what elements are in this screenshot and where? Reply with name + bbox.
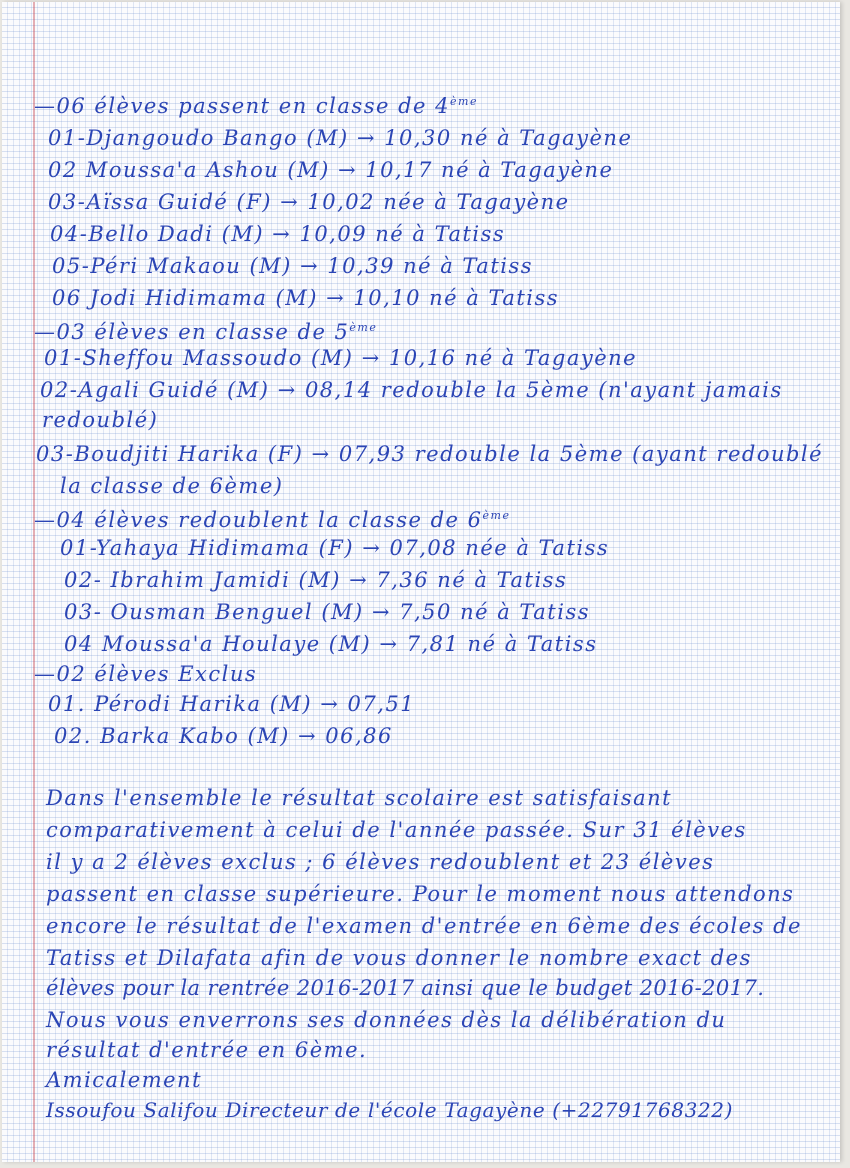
student-row: 06 Jodi Hidimama (M) → 10,10 né à Tatiss [52,286,560,310]
summary-line: Dans l'ensemble le résultat scolaire est satisfaisant [46,786,673,810]
closing: Amicalement [46,1068,203,1092]
student-row: 02. Barka Kabo (M) → 06,86 [54,724,393,748]
student-row: 03- Ousman Benguel (M) → 7,50 né à Tatiss [64,600,591,624]
student-row: 02 Moussa'a Ashou (M) → 10,17 né à Tagayène [48,158,614,182]
student-row: 03-Boudjiti Harika (F) → 07,93 redouble la 5ème (ayant redoublé [36,442,824,466]
summary-line: il y a 2 élèves exclus ; 6 élèves redoublent et 23 élèves [46,850,715,874]
summary-line: élèves pour la rentrée 2016-2017 ainsi que le budget 2016-2017. [46,976,765,1000]
student-row: 01. Pérodi Harika (M) → 07,51 [48,692,416,716]
section-heading-exclus: — 02 élèves Exclus [34,662,257,686]
student-row: 05-Péri Makaou (M) → 10,39 né à Tatiss [52,254,534,278]
student-row: 04 Moussa'a Houlaye (M) → 7,81 né à Tatiss [64,632,598,656]
summary-line: résultat d'entrée en 6ème. [46,1038,368,1062]
student-row: 01-Djangoudo Bango (M) → 10,30 né à Tagayène [48,126,633,150]
student-row-continuation: redoublé) [42,408,159,432]
notebook-page [2,2,840,1162]
summary-line: encore le résultat de l'examen d'entrée en 6ème des écoles de [46,914,802,938]
student-row: 01-Yahaya Hidimama (F) → 07,08 née à Tatiss [60,536,610,560]
student-row-continuation: la classe de 6ème) [60,474,284,498]
student-row: 04-Bello Dadi (M) → 10,09 né à Tatiss [50,222,506,246]
student-row: 03-Aïssa Guidé (F) → 10,02 née à Tagayène [48,190,570,214]
summary-line: Nous vous enverrons ses données dès la délibération du [46,1008,727,1032]
summary-line: passent en classe supérieure. Pour le moment nous attendons [46,882,795,906]
summary-line: Tatiss et Dilafata afin de vous donner le nombre exact des [46,946,752,970]
student-row: 02- Ibrahim Jamidi (M) → 7,36 né à Tatiss [64,568,568,592]
signature: Issoufou Salifou Directeur de l'école Tagayène (+22791768322) [46,1098,733,1122]
student-row: 01-Sheffou Massoudo (M) → 10,16 né à Tagayène [44,346,638,370]
section-heading-4eme: — 06 élèves passent en classe de 4ème [34,90,478,118]
student-row: 02-Agali Guidé (M) → 08,14 redouble la 5ème (n'ayant jamais [40,378,783,402]
section-heading-5eme: — 03 élèves en classe de 5ème [34,316,377,344]
summary-line: comparativement à celui de l'année passée. Sur 31 élèves [46,818,747,842]
section-heading-6eme: — 04 élèves redoublent la classe de 6ème [34,504,510,532]
